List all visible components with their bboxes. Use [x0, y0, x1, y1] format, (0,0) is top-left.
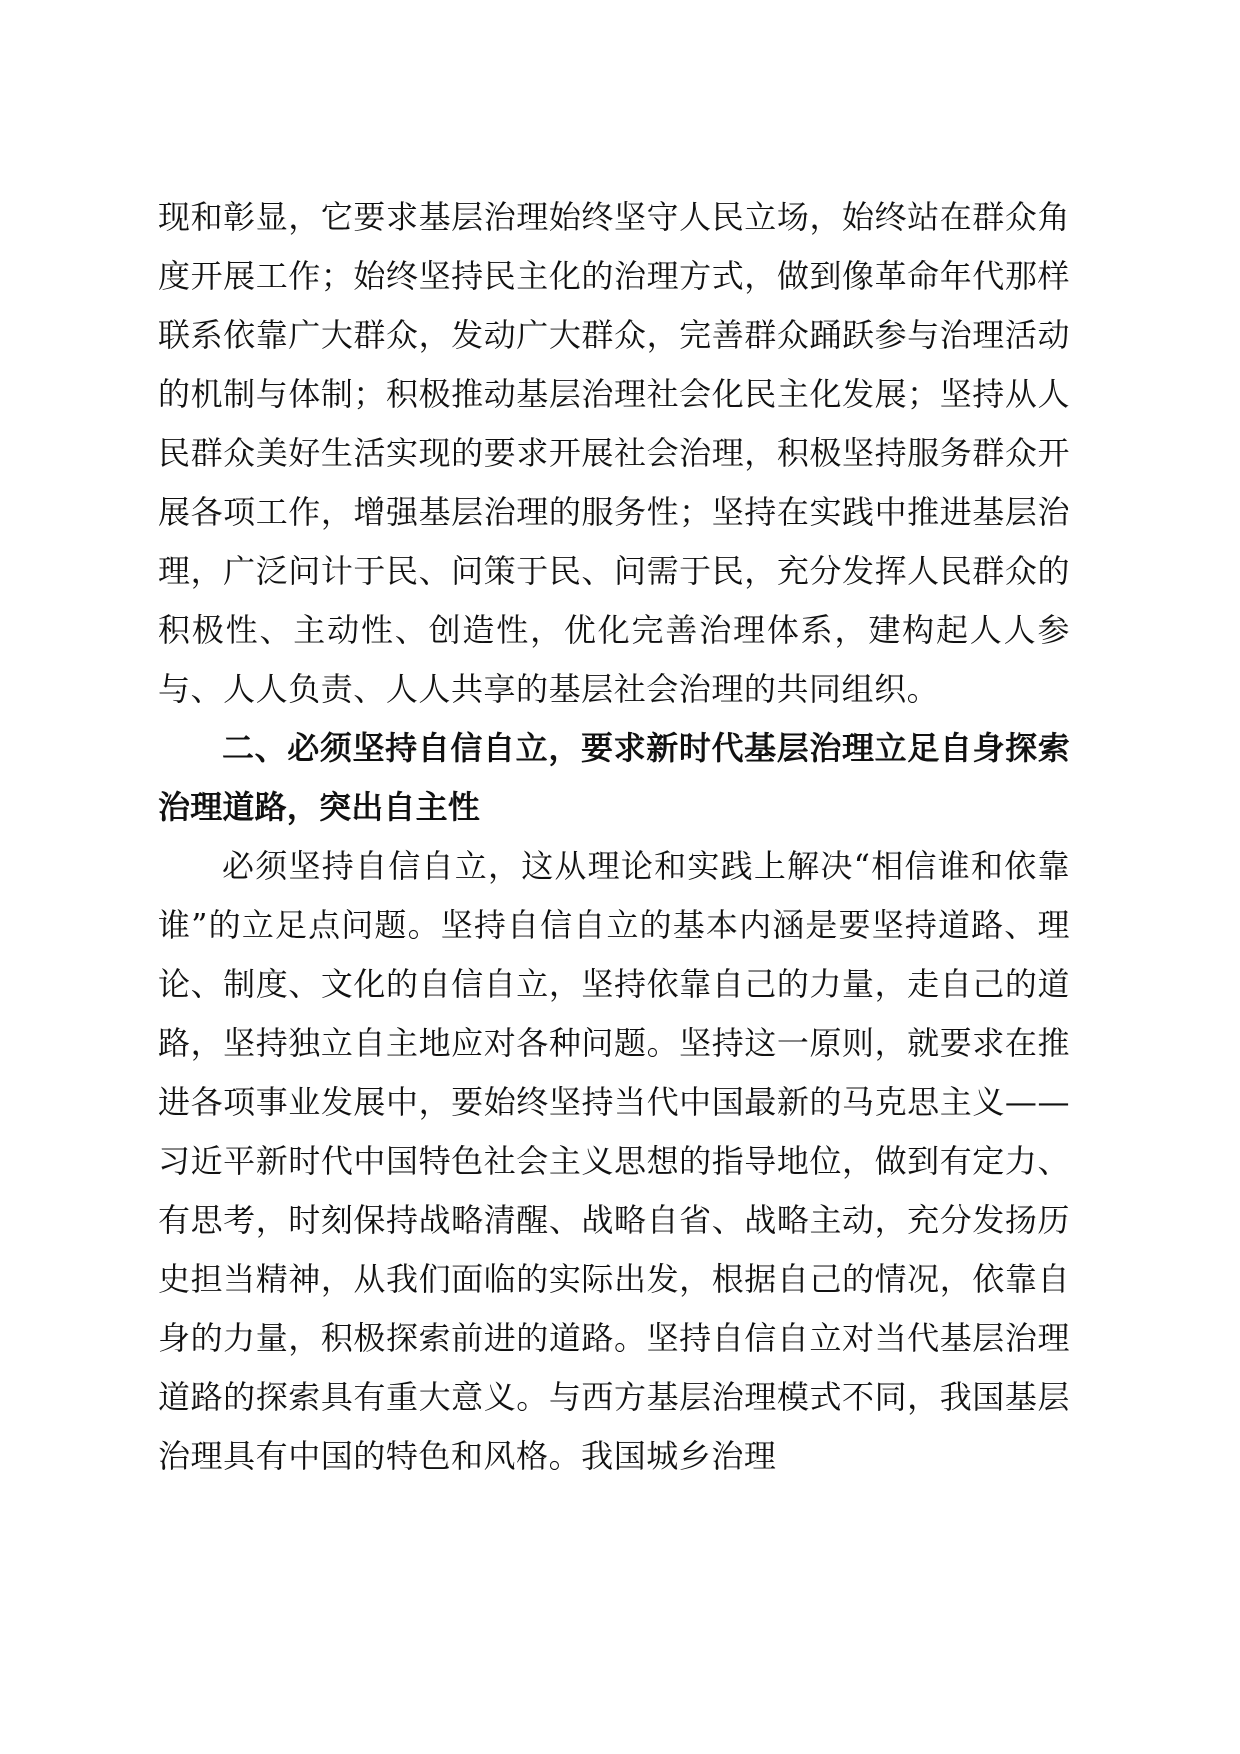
paragraph-continued: 现和彰显，它要求基层治理始终坚守人民立场，始终站在群众角度开展工作；始终坚持民主化的治理方式，做到像革命年代那样联系依靠广大群众，发动广大群众，完善群众踊跃参与治理活动的机制与体制；积极推动基层治理社会化民主化发展；坚持从人民群众美好生活实现的要求开展社会治理，积极坚持服务群众开展各项工作，增强基层治理的服务性；坚持在实践中推进基层治理，广泛问计于民、问策于民、问需于民，充分发挥人民群众的积极性、主动性、创造性，优化完善治理体系，建构起人人参与、人人负责、人人共享的基层社会治理的共同组织。 — [158, 198, 1070, 708]
paragraph: 必须坚持自信自立，这从理论和实践上解决“相信谁和依靠谁”的立足点问题。坚持自信自立的基本内涵是要坚持道路、理论、制度、文化的自信自立，坚持依靠自己的力量，走自己的道路，坚持独立自主地应对各种问题。坚持这一原则，就要求在推进各项事业发展中，要始终坚持当代中国最新的马克思主义——习近平新时代中国特色社会主义思想的指导地位，做到有定力、有思考，时刻保持战略清醒、战略自省、战略主动，充分发扬历史担当精神，从我们面临的实际出发，根据自己的情况，依靠自身的力量，积极探索前进的道路。坚持自信自立对当代基层治理道路的探索具有重大意义。与西方基层治理模式不同，我国基层治理具有中国的特色和风格。我国城乡治理 — [158, 847, 1070, 1475]
document-body — [158, 188, 1070, 1486]
section-heading: 二、必须坚持自信自立，要求新时代基层治理立足自身探索治理道路，突出自主性 — [158, 729, 1070, 826]
